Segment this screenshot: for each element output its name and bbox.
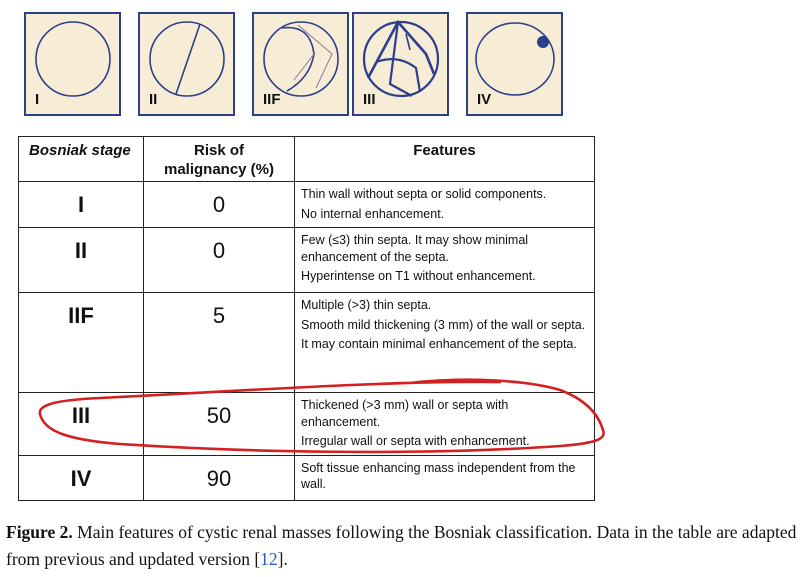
table-row	[19, 293, 595, 393]
feature-line: Soft tissue enhancing mass independent from the wall.	[301, 460, 576, 491]
panel-label: II	[149, 91, 158, 108]
panel-label: IV	[477, 91, 492, 108]
table-row	[19, 455, 595, 500]
reference-link[interactable]: 12	[260, 549, 278, 569]
figure-label: Figure 2.	[6, 522, 73, 542]
header-risk-of-malignancy	[144, 137, 295, 182]
table-row	[19, 393, 595, 456]
header-risk-line2: malignancy (%)	[163, 161, 275, 178]
risk-cell: 0	[144, 182, 295, 228]
features-cell	[295, 228, 595, 293]
stage-cell: IIF	[19, 293, 144, 393]
header-bosniak-stage: Bosniak stage	[19, 137, 144, 182]
stage-cell: IV	[19, 455, 144, 500]
panel-stage-i	[24, 12, 121, 116]
panel-stage-iif	[252, 12, 349, 116]
panel-stage-ii	[138, 12, 235, 116]
feature-line: Smooth mild thickening (3 mm) of the wall or septa.	[301, 317, 586, 332]
bosniak-classification-table	[18, 136, 595, 501]
features-cell	[295, 293, 595, 393]
features-cell	[295, 182, 595, 228]
feature-line: Thickened (>3 mm) wall or septa with enhancement.	[301, 398, 509, 429]
panel-stage-iv	[466, 12, 563, 116]
figure-caption	[6, 519, 806, 573]
header-features: Features	[295, 137, 595, 182]
stage-cell: III	[19, 393, 144, 456]
stage-cell: II	[19, 228, 144, 293]
features-cell	[295, 455, 595, 500]
feature-line: Few (≤3) thin septa. It may show minimal enhancement of the septa.	[301, 233, 529, 264]
feature-line: Multiple (>3) thin septa.	[301, 298, 432, 312]
feature-line: Hyperintense on T1 without enhancement.	[301, 269, 536, 283]
caption-text: Main features of cystic renal masses following the Bosniak classification. Data in the table are adapted from previous and updated version [	[6, 522, 797, 569]
feature-line: Irregular wall or septa with enhancement.	[301, 434, 530, 448]
simple-cyst-drawing	[26, 14, 119, 114]
table-row	[19, 228, 595, 293]
panel-label: I	[35, 91, 40, 108]
panel-label: IIF	[263, 91, 281, 108]
feature-line: No internal enhancement.	[301, 206, 445, 221]
header-risk-line1: Risk of	[193, 142, 244, 159]
risk-cell: 0	[144, 228, 295, 293]
table-header-row	[19, 137, 595, 182]
risk-cell: 90	[144, 455, 295, 500]
feature-line: It may contain minimal enhancement of the septa.	[301, 337, 577, 351]
feature-line: Thin wall without septa or solid components.	[301, 187, 547, 201]
stage-cell: I	[19, 182, 144, 228]
panel-label: III	[363, 91, 376, 108]
caption-end: ].	[277, 549, 288, 569]
risk-cell: 50	[144, 393, 295, 456]
table-row	[19, 182, 595, 228]
features-cell	[295, 393, 595, 456]
panel-stage-iii	[352, 12, 449, 116]
risk-cell: 5	[144, 293, 295, 393]
